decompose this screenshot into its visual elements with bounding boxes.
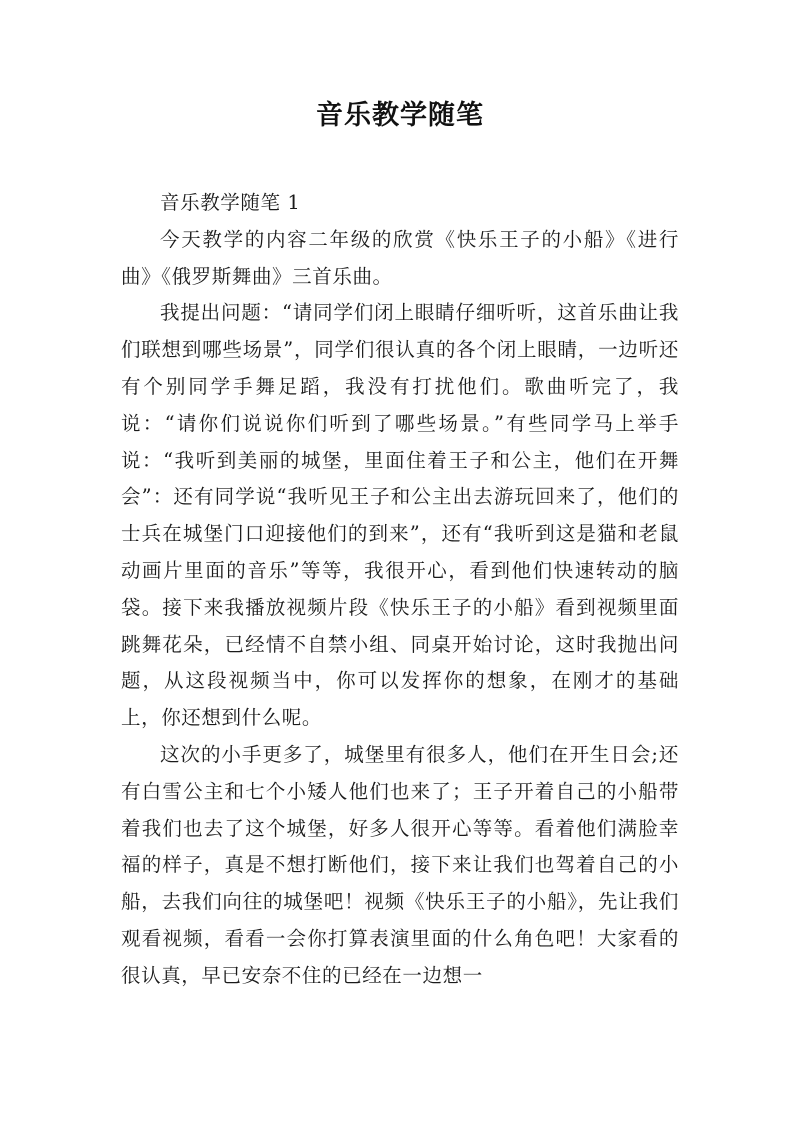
paragraph: 这次的小手更多了，城堡里有很多人，他们在开生日会;还有白雪公主和七个小矮人他们也来了；王子开着自己的小船带着我们也去了这个城堡，好多人很开心等等。看着他们满脸幸福的样子，真是不想打断他们，接下来让我们也驾着自己的小船，去我们向往的城堡吧！视频《快乐王子的小船》，先让我们观看视频，看看一会你打算表演里面的什么角色吧！大家看的很认真，早已安奈不住的已经在一边想一	[121, 742, 679, 987]
section-heading: 音乐教学随笔 1	[160, 191, 301, 214]
document-body	[121, 185, 679, 995]
paragraph: 我提出问题：“请同学们闭上眼睛仔细听听，这首乐曲让我们联想到哪些场景”，同学们很认真的各个闭上眼睛，一边听还有个别同学手舞足蹈，我没有打扰他们。歌曲听完了，我说：“请你们说说你们听到了哪些场景。”有些同学马上举手说：“我听到美丽的城堡，里面住着王子和公主，他们在开舞会”：还有同学说“我听见王子和公主出去游玩回来了，他们的士兵在城堡门口迎接他们的到来”，还有“我听到这是猫和老鼠动画片里面的音乐”等等，我很开心，看到他们快速转动的脑袋。接下来我播放视频片段《快乐王子的小船》看到视频里面跳舞花朵，已经情不自禁小组、同桌开始讨论，这时我抛出问题，从这段视频当中，你可以发挥你的想象，在刚才的基础上，你还想到什么呢。	[121, 301, 679, 730]
document-title: 音乐教学随笔	[316, 100, 484, 131]
paragraph: 今天教学的内容二年级的欣赏《快乐王子的小船》《进行曲》《俄罗斯舞曲》三首乐曲。	[121, 227, 679, 288]
